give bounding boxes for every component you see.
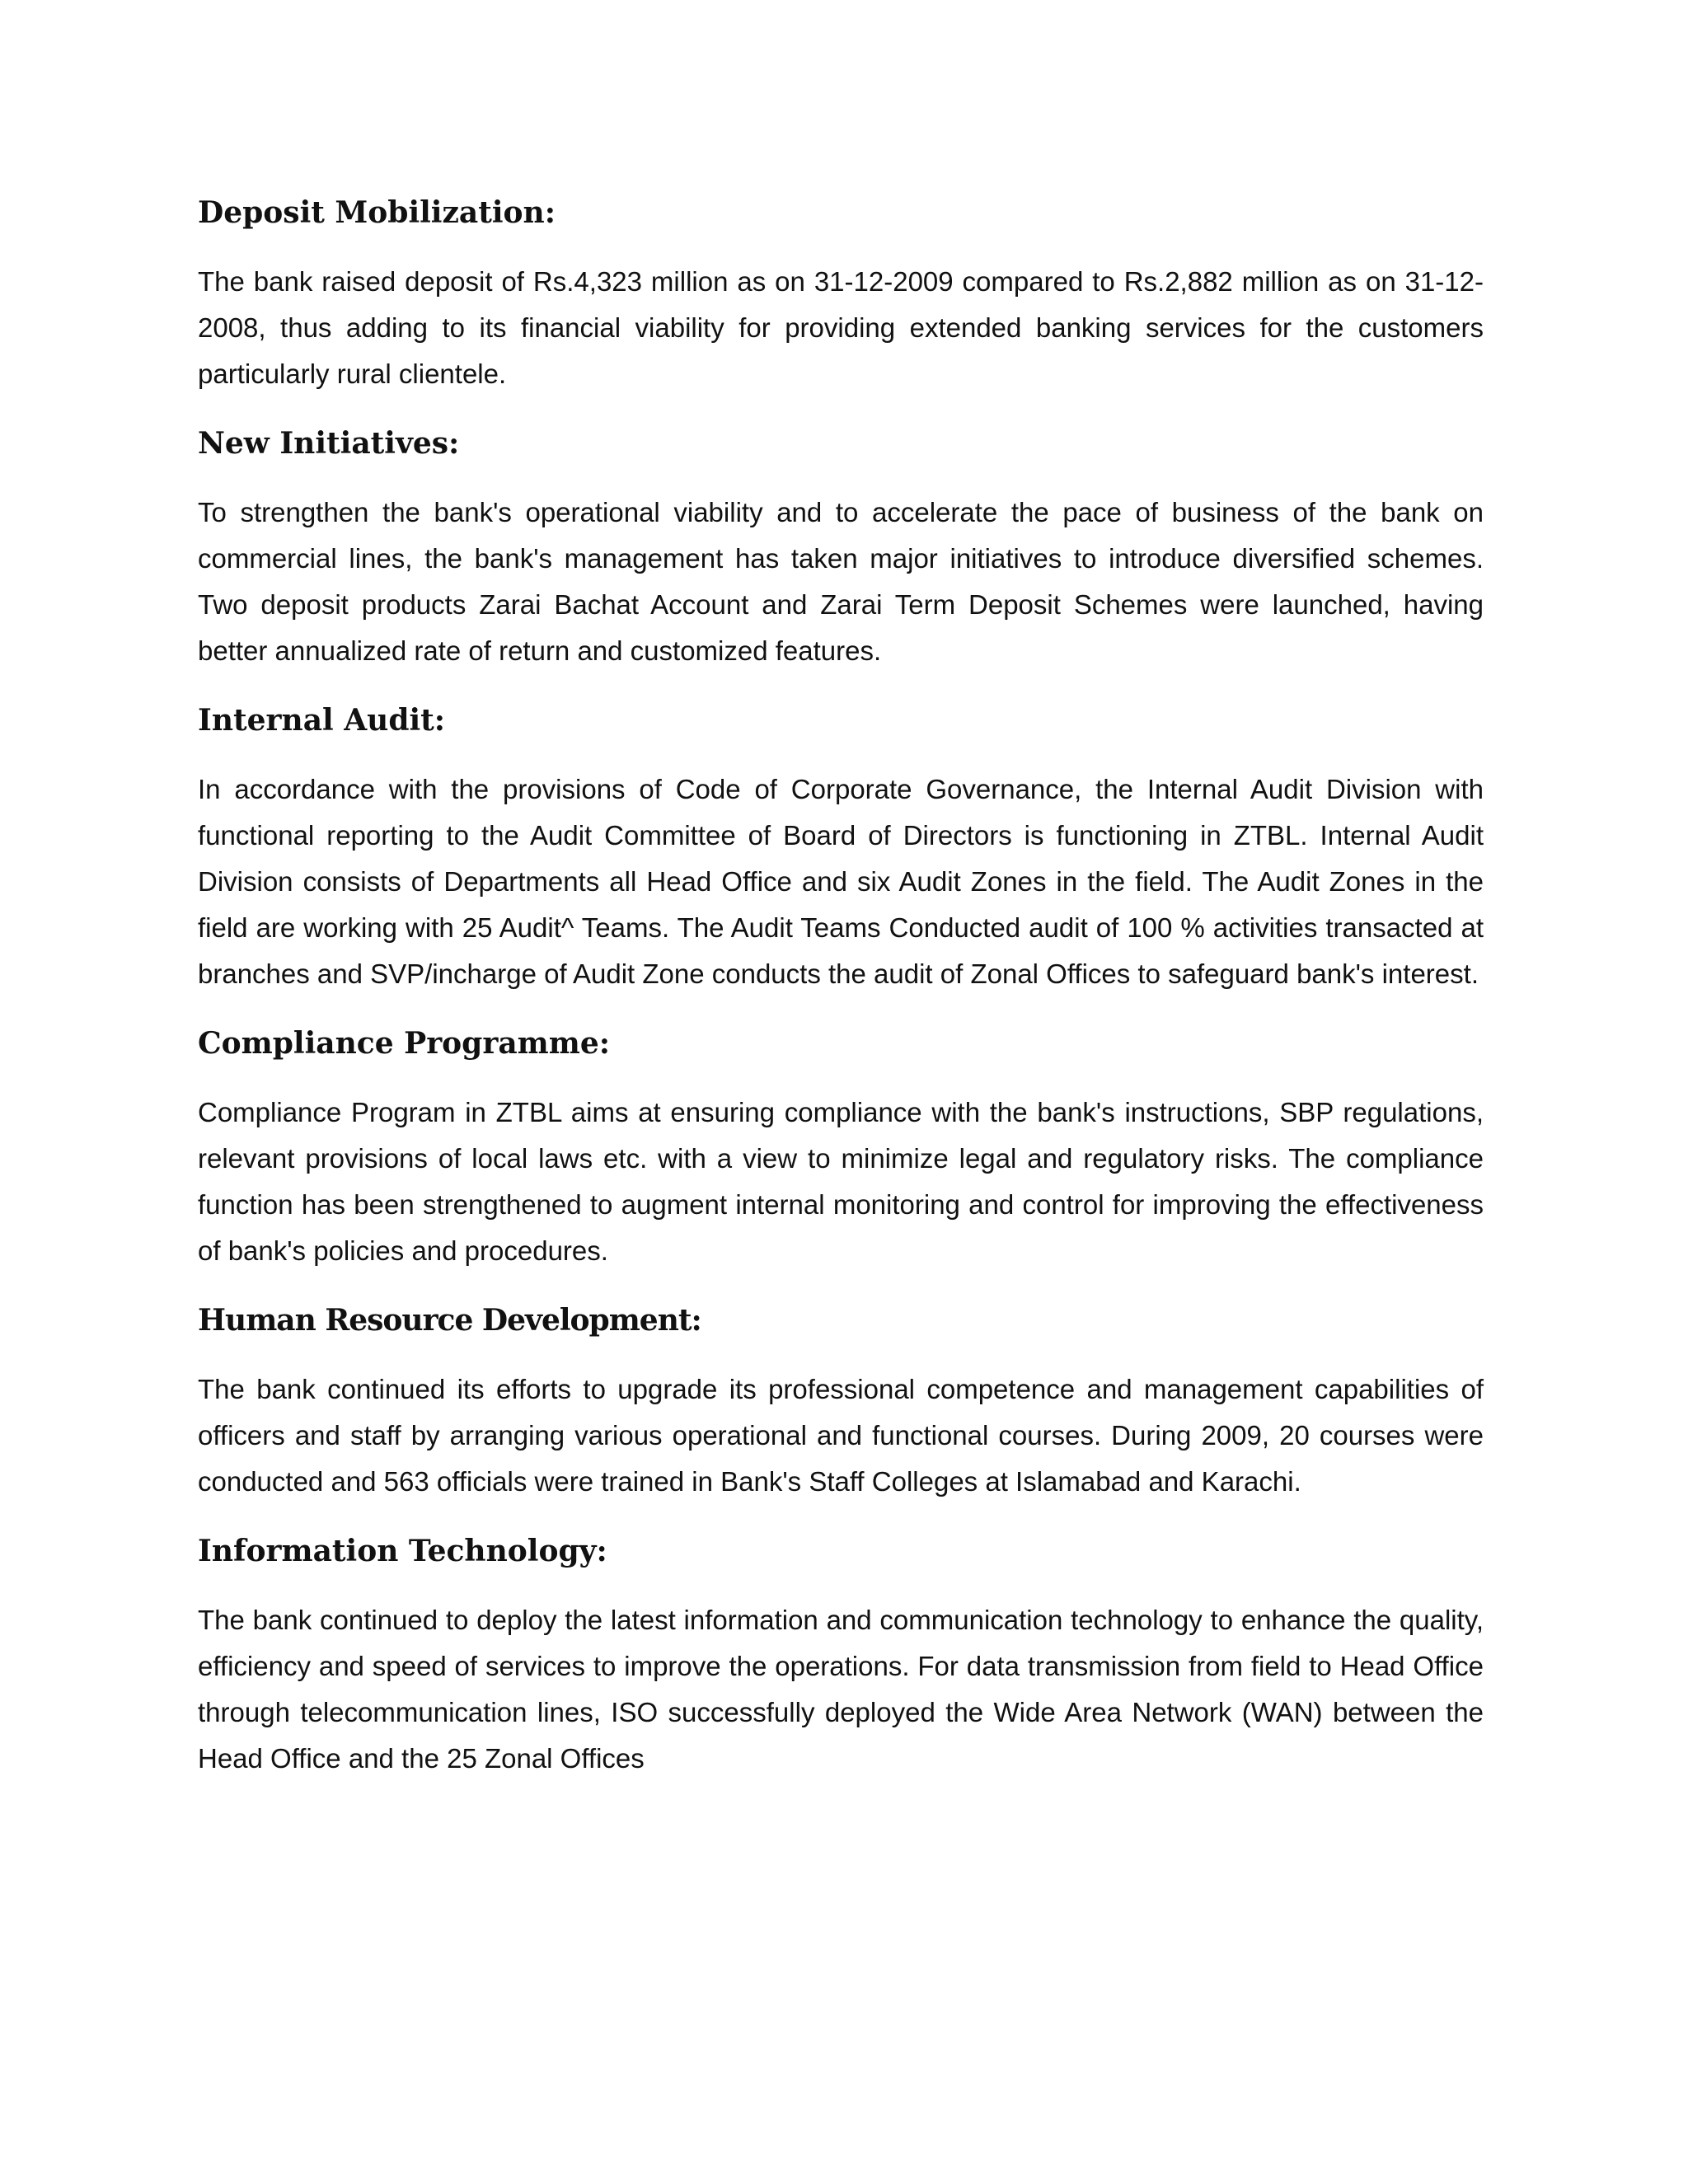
- section-human-resource-development: [198, 1299, 1484, 1505]
- heading-information-technology: Information Technology:: [198, 1534, 607, 1568]
- paragraph-internal-audit: In accordance with the provisions of Code of Corporate Governance, the Internal Audit Division with functional reporting to the Audit Committee of Board of Directors is functioning in ZTBL. Internal Audit Division consists of Departments all Head Office and six Audit Zones in the field. The Audit Zones in the field are working with 25 Audit^ Teams. The Audit Teams Conducted audit of 100 % activities transacted at branches and SVP/incharge of Audit Zone conducts the audit of Zonal Offices to safeguard bank's interest.: [198, 774, 1484, 989]
- heading-internal-audit: Internal Audit:: [198, 703, 446, 738]
- paragraph-compliance-programme: Compliance Program in ZTBL aims at ensuring compliance with the bank's instructions, SBP regulations, relevant provisions of local laws etc. with a view to minimize legal and regulatory risks. The compliance function has been strengthened to augment internal monitoring and control for improving the effectiveness of bank's policies and procedures.: [198, 1097, 1484, 1266]
- heading-deposit-mobilization: Deposit Mobilization:: [198, 195, 556, 230]
- section-internal-audit: [198, 699, 1484, 997]
- section-information-technology: [198, 1530, 1484, 1782]
- heading-human-resource-development: Human Resource Development:: [198, 1303, 701, 1338]
- heading-compliance-programme: Compliance Programme:: [198, 1026, 611, 1061]
- section-compliance-programme: [198, 1022, 1484, 1274]
- paragraph-human-resource-development: The bank continued its efforts to upgrade its professional competence and management capabilities of officers and staff by arranging various operational and functional courses. During 2009, 20 courses were conducted and 563 officials were trained in Bank's Staff Colleges at Islamabad and Karachi.: [198, 1374, 1484, 1497]
- heading-new-initiatives: New Initiatives:: [198, 426, 460, 461]
- paragraph-deposit-mobilization: The bank raised deposit of Rs.4,323 million as on 31-12-2009 compared to Rs.2,882 million as on 31-12-2008, thus adding to its financial viability for providing extended banking services for the customers particularly rural clientele.: [198, 266, 1484, 389]
- document-page: [198, 191, 1484, 1807]
- paragraph-new-initiatives: To strengthen the bank's operational viability and to accelerate the pace of business of the bank on commercial lines, the bank's management has taken major initiatives to introduce diversified schemes. Two deposit products Zarai Bachat Account and Zarai Term Deposit Schemes were launched, having better annualized rate of return and customized features.: [198, 497, 1484, 666]
- paragraph-information-technology: The bank continued to deploy the latest information and communication technology to enhance the quality, efficiency and speed of services to improve the operations. For data transmission from field to Head Office through telecommunication lines, ISO successfully deployed the Wide Area Network (WAN) between the Head Office and the 25 Zonal Offices: [198, 1605, 1484, 1774]
- section-deposit-mobilization: [198, 191, 1484, 397]
- section-new-initiatives: [198, 422, 1484, 674]
